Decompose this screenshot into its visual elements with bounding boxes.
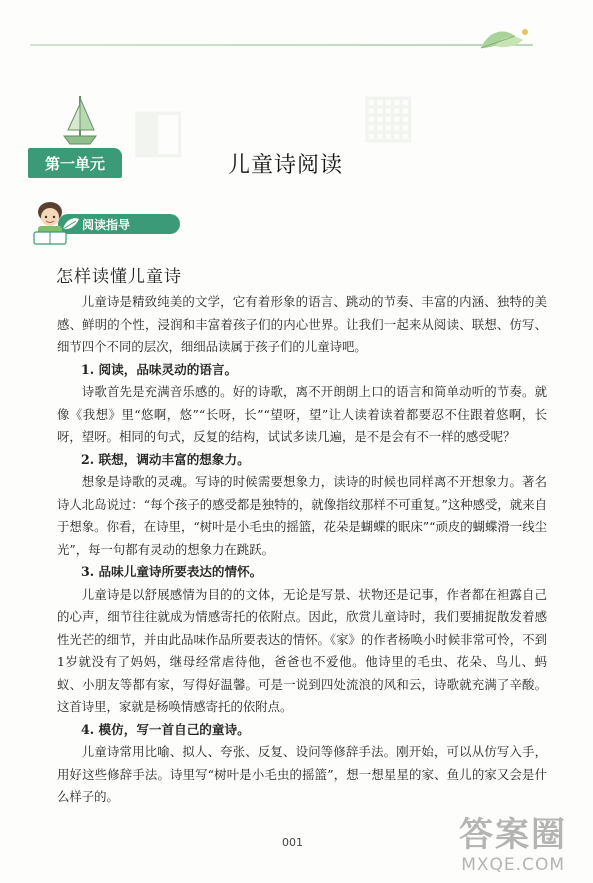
article-body [57,291,547,809]
watermark-url: MXQE.COM [461,855,565,875]
header-rule [30,44,533,46]
site-watermark [425,807,575,877]
section-heading: 1. 阅读，品味灵动的语言。 [81,361,238,377]
unit-badge: 第一单元 [28,148,122,178]
leaf-decoration-icon [471,22,531,58]
section-heading: 2. 联想，调动丰富的想象力。 [81,451,250,467]
sailboat-icon [60,92,100,148]
page-number: 001 [282,836,303,849]
section-paragraph: 儿童诗是以舒展感情为目的的文体，无论是写景、状物还是记事，作者都在袒露自己的心声，细节往往就成为情感寄托的依附点。因此，欣赏儿童诗时，我们要捕捉散发着感性光芒的细节，并由此品味作品所要表达的情怀。《家》的作者杨唤小时候非常可怜，不到1岁就没有了妈妈，继母经常虐待他，爸爸也不爱他。他诗里的毛虫、花朵、鸟儿、蚂蚁、小朋友等都有家，写得好温馨。可是一说到四处流浪的风和云，诗歌就充满了辛酸。这首诗里，家就是杨唤情感寄托的依附点。 [57,586,547,714]
background-watermark-art: ▦ [360,80,417,150]
section-paragraph: 儿童诗常用比喻、拟人、夸张、反复、设问等修辞手法。刚开始，可以从仿写入手，用好这些修辞手法。诗里写“树叶是小毛虫的摇篮”，想一想星星的家、鱼儿的家又会是什么样子的。 [57,744,547,804]
watermark-logo-text: 答案圈 [459,815,567,855]
unit-title: 儿童诗阅读 [228,153,344,178]
section-paragraph: 诗歌首先是充满音乐感的。好的诗歌，离不开朗朗上口的语言和简单动听的节奏。就像《我想》里“悠啊，悠”“长呀，长”“望呀，望”让人读着读着都要忍不住跟着悠啊，长呀，望呀。相同的句式，反复的结构，试试多读几遍，是不是会有不一样的感受呢？ [57,384,547,444]
section-paragraph: 想象是诗歌的灵魂。写诗的时候需要想象力，读诗的时候也同样离不开想象力。著名诗人北岛说过：“每个孩子的感受都是独特的，就像指纹那样不可重复。”这种感受，就来自于想象。你看，在诗里，“树叶是小毛虫的摇篮，花朵是蝴蝶的眠床”“顽皮的蝴蝶滑一线尘光”，每一句都有灵动的想象力在跳跃。 [57,474,547,557]
section-title: 怎样读懂儿童诗 [56,267,182,287]
section-heading: 4. 模仿，写一首自己的童诗。 [81,721,250,737]
reading-guide-header [28,200,188,250]
section-heading: 3. 品味儿童诗所要表达的情怀。 [81,564,263,579]
reading-child-icon [28,200,72,250]
reading-guide-label: 阅读指导 [82,217,131,232]
background-watermark-art: ◧ [130,95,187,165]
intro-paragraph: 儿童诗是精致纯美的文学，它有着形象的语言、跳动的节奏、丰富的内涵、独特的美感、鲜明的个性，浸润和丰富着孩子们的内心世界。让我们一起来从阅读、联想、仿写、细节四个不同的层次，细细品读属于孩子们的儿童诗吧。 [57,294,547,354]
